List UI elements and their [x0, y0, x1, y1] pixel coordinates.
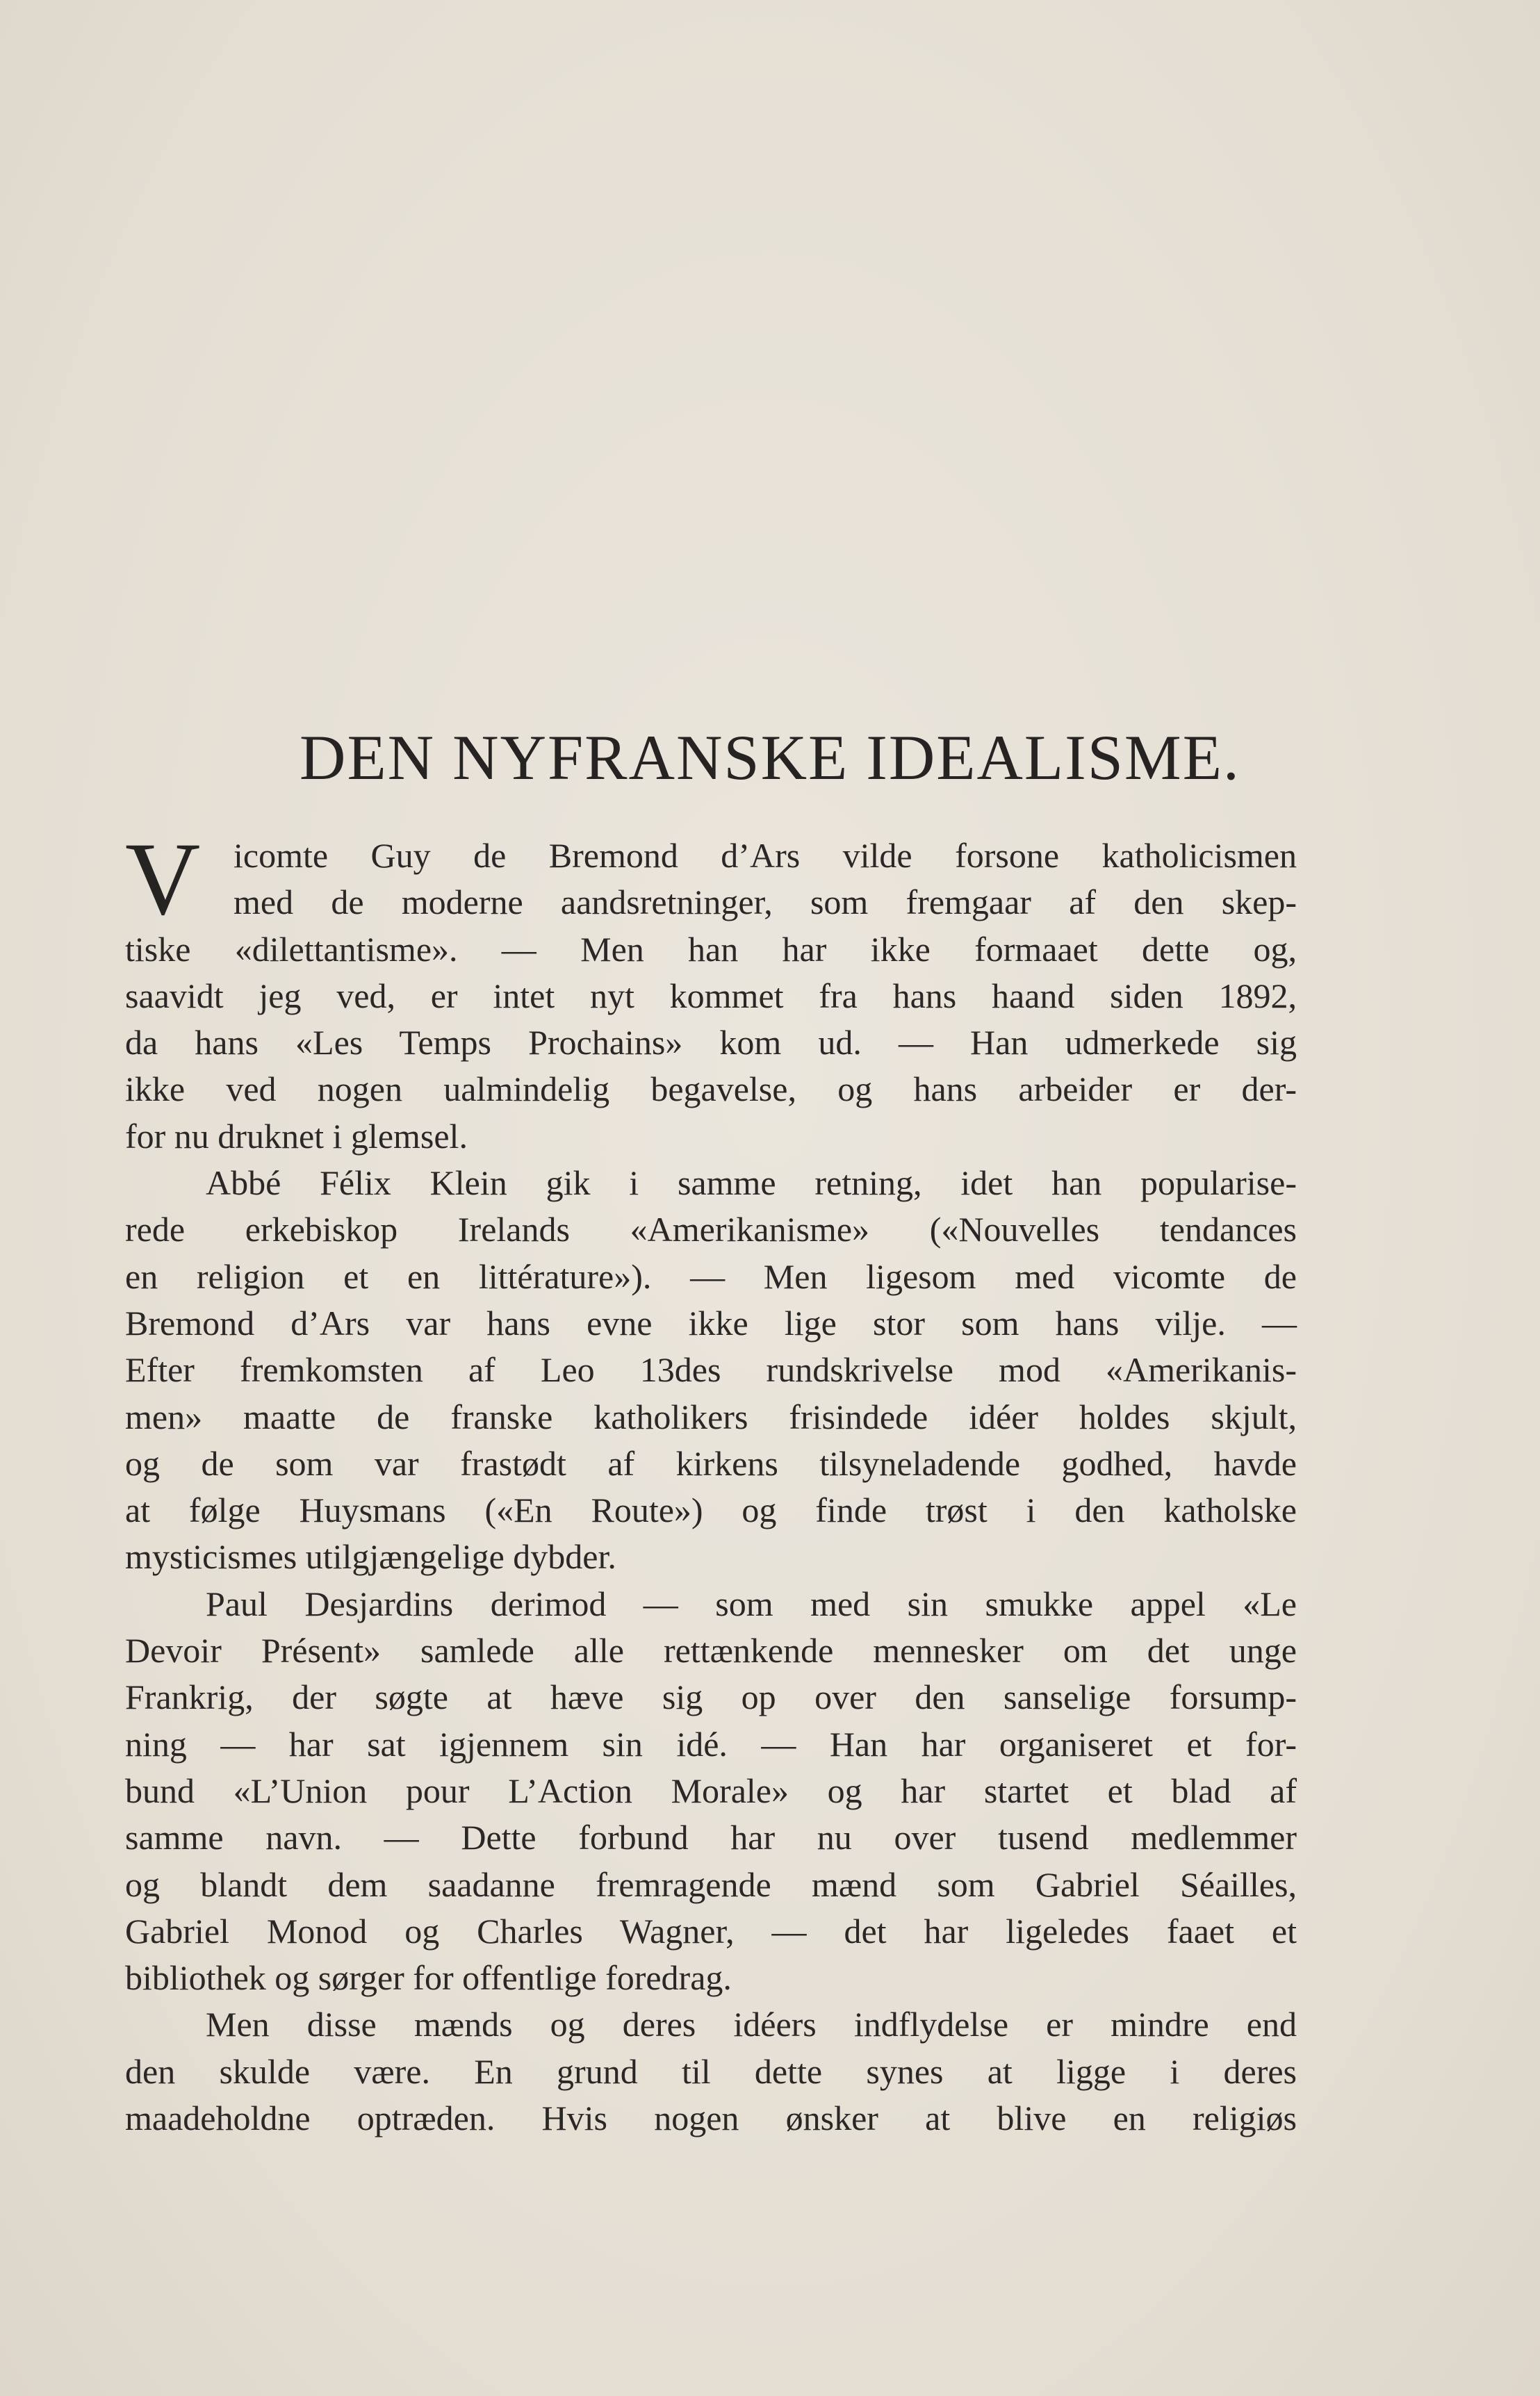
- text-line: bund «L’Union pour L’Action Morale» og har startet et blad af: [125, 1771, 1297, 1810]
- text-line: mysticismes utilgjængelige dybder.: [125, 1537, 616, 1577]
- page-title: DEN NYFRANSKE IDEALISME.: [300, 722, 1240, 793]
- text-line: samme navn. — Dette forbund har nu over tusend medlemmer: [125, 1818, 1297, 1857]
- text-line: Men disse mænds og deres idéers indflydelse er mindre end: [206, 2005, 1297, 2044]
- drop-cap: V: [125, 821, 201, 937]
- text-line: saavidt jeg ved, er intet nyt kommet fra hans haand siden 1892,: [125, 976, 1297, 1015]
- text-line: ikke ved nogen ualmindelig begavelse, og hans arbeider er der-: [125, 1069, 1297, 1109]
- text-line: tiske «dilettantisme». — Men han har ikke formaaet dette og,: [125, 929, 1297, 969]
- text-line: en religion et en littérature»). — Men ligesom med vicomte de: [125, 1256, 1297, 1296]
- text-line: for nu druknet i glemsel.: [125, 1116, 468, 1156]
- text-line: og de som var frastødt af kirkens tilsyneladende godhed, havde: [125, 1443, 1297, 1483]
- text-line: og blandt dem saadanne fremragende mænd som Gabriel Séailles,: [125, 1864, 1297, 1904]
- text-line: Frankrig, der søgte at hæve sig op over den sanselige forsump-: [125, 1677, 1297, 1717]
- text-line: icomte Guy de Bremond d’Ars vilde forsone katholicismen: [234, 836, 1297, 875]
- text-line: Efter fremkomsten af Leo 13des rundskrivelse mod «Amerikanis-: [125, 1350, 1297, 1390]
- text-line: bibliothek og sørger for offentlige foredrag.: [125, 1958, 732, 1998]
- text-line: med de moderne aandsretninger, som fremgaar af den skep-: [234, 883, 1297, 922]
- text-line: Devoir Présent» samlede alle rettænkende mennesker om det unge: [125, 1631, 1297, 1671]
- text-line: maadeholdne optræden. Hvis nogen ønsker at blive en religiøs: [125, 2099, 1297, 2138]
- text-line: Bremond d’Ars var hans evne ikke lige stor som hans vilje. —: [125, 1303, 1297, 1343]
- text-line: rede erkebiskop Irelands «Amerikanisme» («Nouvelles tendances: [125, 1210, 1297, 1249]
- text-line: men» maatte de franske katholikers frisindede idéer holdes skjult,: [125, 1397, 1297, 1436]
- text-line: at følge Huysmans («En Route») og finde trøst i den katholske: [125, 1491, 1297, 1530]
- text-line: Gabriel Monod og Charles Wagner, — det har ligeledes faaet et: [125, 1911, 1297, 1951]
- text-line: Paul Desjardins derimod — som med sin smukke appel «Le: [206, 1584, 1297, 1623]
- text-line: da hans «Les Temps Prochains» kom ud. — Han udmerkede sig: [125, 1023, 1297, 1062]
- text-line: ning — har sat igjennem sin idé. — Han har organiseret et for-: [125, 1724, 1297, 1764]
- text-line: Abbé Félix Klein gik i samme retning, idet han popularise-: [206, 1163, 1297, 1203]
- text-line: den skulde være. En grund til dette synes at ligge i deres: [125, 2051, 1297, 2091]
- body-text: [125, 821, 1297, 2142]
